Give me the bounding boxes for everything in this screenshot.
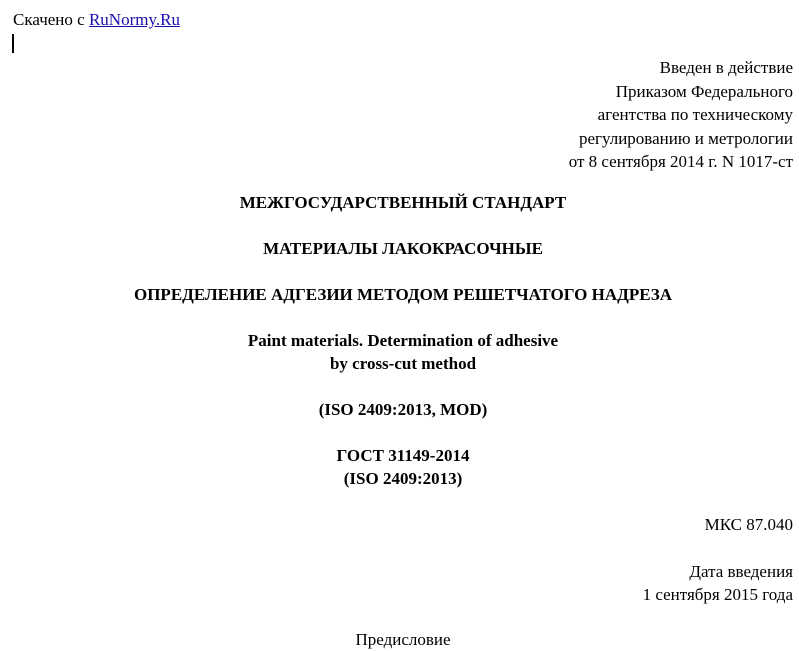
text-cursor bbox=[12, 34, 14, 53]
source-line bbox=[13, 9, 180, 31]
section-heading-preface: Предисловие bbox=[355, 630, 451, 649]
document-title: ОПРЕДЕЛЕНИЕ АДГЕЗИИ МЕТОДОМ РЕШЕТЧАТОГО НАДРЕЗА bbox=[133, 285, 673, 304]
gost-number: ГОСТ 31149-2014 bbox=[336, 446, 470, 465]
english-title-line-1: Paint materials. Determination of adhesive bbox=[247, 331, 559, 350]
enactment-line: Приказом Федерального bbox=[615, 81, 793, 101]
source-prefix: Скачено с bbox=[13, 10, 85, 29]
english-title-line-2: by cross-cut method bbox=[329, 354, 477, 373]
iso-modification: (ISO 2409:2013, MOD) bbox=[318, 400, 488, 419]
enactment-line: Введен в действие bbox=[659, 58, 793, 77]
mks-code: МКС 87.040 bbox=[704, 515, 793, 534]
enactment-line: агентства по техническому bbox=[597, 105, 793, 124]
standard-type-heading: МЕЖГОСУДАРСТВЕННЫЙ СТАНДАРТ bbox=[239, 193, 567, 212]
enactment-block bbox=[569, 56, 793, 174]
enactment-line: регулированию и метрологии bbox=[578, 128, 793, 148]
source-link[interactable]: RuNormy.Ru bbox=[88, 10, 180, 29]
iso-reference: (ISO 2409:2013) bbox=[343, 469, 463, 488]
introduction-date-label: Дата введения bbox=[689, 562, 793, 581]
introduction-date-value: 1 сентября 2015 года bbox=[642, 585, 793, 604]
subject-heading: МАТЕРИАЛЫ ЛАКОКРАСОЧНЫЕ bbox=[263, 239, 543, 258]
enactment-line: от 8 сентября 2014 г. N 1017-ст bbox=[568, 152, 793, 171]
